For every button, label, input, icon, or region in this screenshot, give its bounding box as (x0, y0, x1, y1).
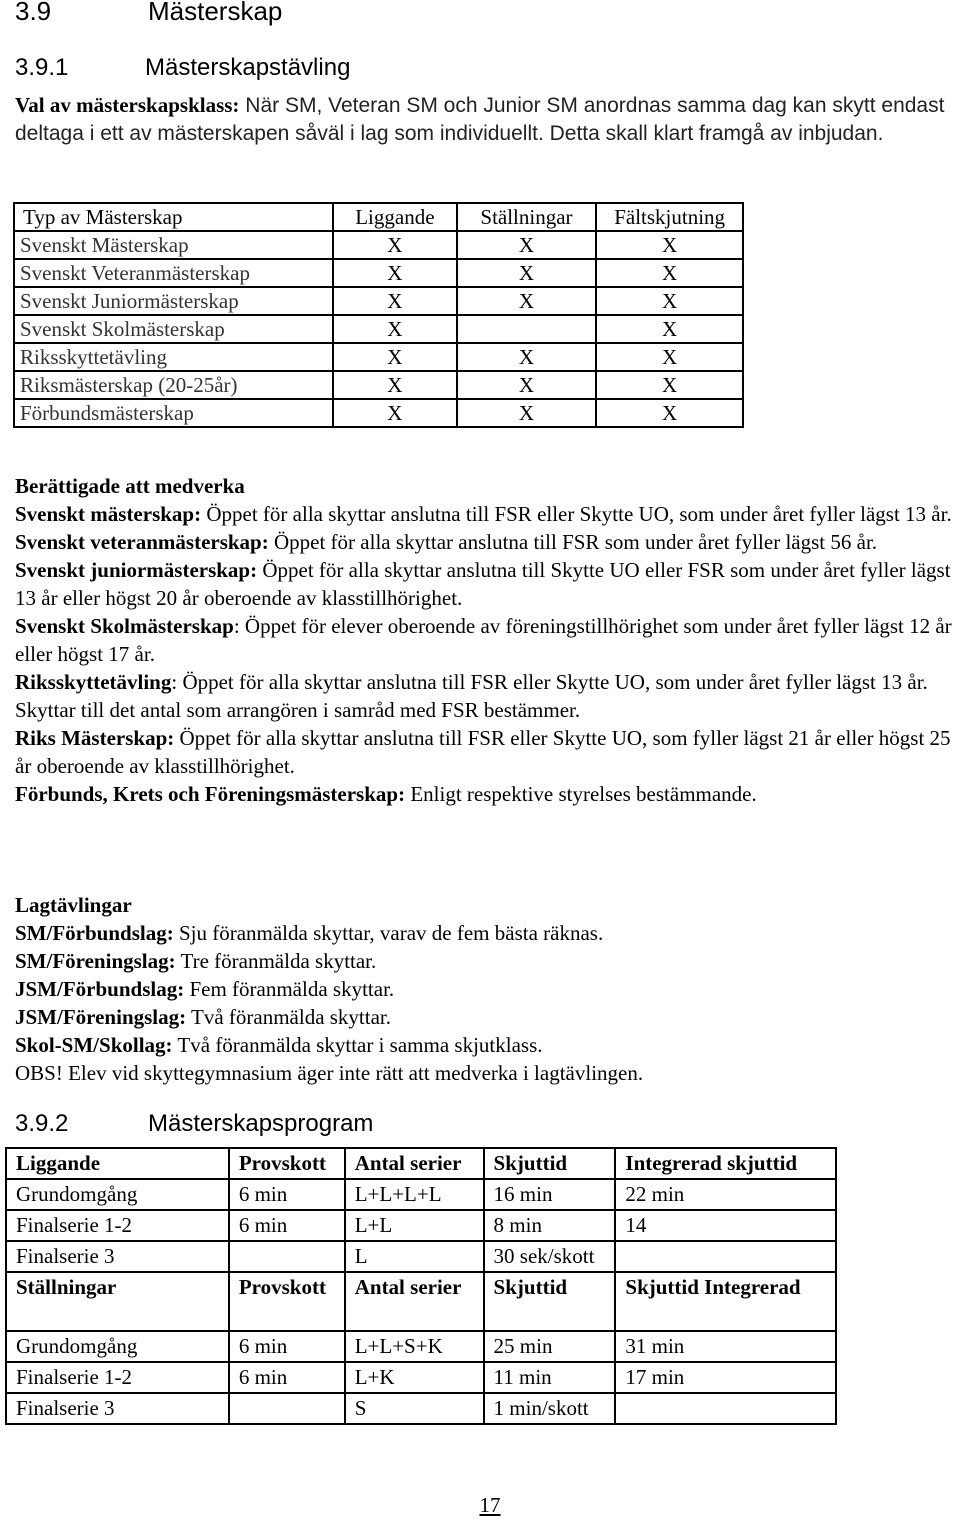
section-title: Mästerskapsprogram (148, 1110, 374, 1137)
team-text: Sju föranmälda skyttar, varav de fem bästa räknas. (173, 921, 604, 945)
eligibility-item (15, 528, 960, 556)
table-cell: 30 sek/skott (484, 1241, 616, 1272)
table-cell: 25 min (484, 1331, 616, 1362)
header-cell: Liggande (333, 203, 457, 231)
table-cell: 16 min (484, 1179, 616, 1210)
table-cell: X (596, 315, 743, 343)
table-cell: L+L+S+K (345, 1331, 484, 1362)
section-title: Mästerskapstävling (145, 54, 351, 81)
eligibility-item (15, 612, 960, 668)
table-cell: 6 min (229, 1362, 345, 1393)
team-label: SM/Förbundslag: (15, 921, 174, 945)
table-cell: L+L+L+L (345, 1179, 484, 1210)
table-row (14, 371, 743, 399)
table-cell (615, 1241, 836, 1272)
table-cell: 11 min (484, 1362, 616, 1393)
table-cell: X (457, 399, 597, 427)
table-cell: Riksmästerskap (20-25år) (14, 371, 333, 399)
header-cell: Ställningar (457, 203, 597, 231)
eligibility-label: Riksskyttetävling (15, 670, 172, 694)
table-cell: Svenskt Juniormästerskap (14, 287, 333, 315)
table-cell (229, 1393, 345, 1424)
table-cell: Grundomgång (6, 1331, 229, 1362)
table-cell: 22 min (615, 1179, 836, 1210)
table-cell: X (457, 287, 597, 315)
table-cell: 6 min (229, 1179, 345, 1210)
table-cell: X (596, 259, 743, 287)
table-cell: L+K (345, 1362, 484, 1393)
header-cell: Skjuttid Integrerad (615, 1272, 836, 1331)
section-number: 3.9.2 (15, 1110, 69, 1137)
table-cell: X (457, 259, 597, 287)
table-cell (615, 1393, 836, 1424)
eligibility-label: Svenskt Skolmästerskap (15, 614, 234, 638)
header-cell: Provskott (229, 1148, 345, 1179)
table-cell: 6 min (229, 1210, 345, 1241)
eligibility-heading: Berättigade att medverka (15, 474, 245, 498)
table-cell: X (457, 343, 597, 371)
table-cell: 31 min (615, 1331, 836, 1362)
table-cell: X (333, 231, 457, 259)
table-cell: X (333, 371, 457, 399)
section-heading-3-9-2 (15, 1110, 373, 1138)
table-cell: Svenskt Skolmästerskap (14, 315, 333, 343)
page-number: 17 (479, 1493, 501, 1517)
intro-label: Val av mästerskapsklass: (15, 93, 240, 117)
table-cell: X (596, 371, 743, 399)
team-item (15, 975, 960, 1003)
team-text: Fem föranmälda skyttar. (184, 977, 395, 1001)
team-item (15, 1003, 960, 1031)
table-cell: L+L (345, 1210, 484, 1241)
team-item (15, 1031, 960, 1059)
table-cell: 14 (615, 1210, 836, 1241)
eligibility-label: Riks Mästerskap: (15, 726, 175, 750)
section-number: 3.9.1 (15, 54, 69, 81)
table-row (6, 1179, 836, 1210)
team-label: JSM/Föreningslag: (15, 1005, 187, 1029)
table-cell: Finalserie 1-2 (6, 1210, 229, 1241)
table-cell: Finalserie 3 (6, 1241, 229, 1272)
team-item (15, 919, 960, 947)
eligibility-label: Svenskt mästerskap: (15, 502, 202, 526)
header-cell: Antal serier (345, 1148, 484, 1179)
header-cell: Liggande (6, 1148, 229, 1179)
table-cell: Förbundsmästerskap (14, 399, 333, 427)
team-heading: Lagtävlingar (15, 893, 132, 917)
table-cell: Riksskyttetävling (14, 343, 333, 371)
table-row (14, 287, 743, 315)
header-cell: Antal serier (345, 1272, 484, 1331)
eligibility-text: Öppet för alla skyttar anslutna till FSR som under året fyller lägst 56 år. (268, 530, 878, 554)
header-cell: Skjuttid (484, 1272, 616, 1331)
header-cell: Typ av Mästerskap (14, 203, 333, 231)
team-item (15, 947, 960, 975)
eligibility-section (15, 472, 960, 808)
table-cell: S (345, 1393, 484, 1424)
table-header-row (6, 1148, 836, 1179)
intro-text: När SM, Veteran SM och Junior SM anordnas samma dag kan skytt endast deltaga i ett av mästerskapen såväl i lag som individuellt. Detta skall klart framgå av inbjudan. (15, 94, 945, 145)
intro-paragraph (15, 91, 950, 148)
table-cell: Grundomgång (6, 1179, 229, 1210)
table-cell: X (596, 231, 743, 259)
eligibility-text: Öppet för alla skyttar anslutna till Skytte UO eller FSR som under året fyller lägst 13 år eller högst 20 år oberoende av klasstillhörighet. (15, 558, 951, 610)
table-row (14, 343, 743, 371)
team-note: OBS! Elev vid skyttegymnasium äger inte rätt att medverka i lagtävlingen. (15, 1061, 644, 1085)
eligibility-item (15, 780, 960, 808)
table-cell: X (596, 399, 743, 427)
table-header-row (14, 203, 743, 231)
table-cell: X (457, 231, 597, 259)
table-row (14, 399, 743, 427)
table-cell: X (333, 287, 457, 315)
table-row (6, 1241, 836, 1272)
table-cell: 17 min (615, 1362, 836, 1393)
table-cell: Finalserie 3 (6, 1393, 229, 1424)
table-cell: X (596, 287, 743, 315)
eligibility-item (15, 668, 960, 724)
table-cell: X (596, 343, 743, 371)
eligibility-item (15, 500, 960, 528)
table-cell (229, 1241, 345, 1272)
table-row (6, 1393, 836, 1424)
team-text: Två föranmälda skyttar. (186, 1005, 392, 1029)
eligibility-text: : Öppet för elever oberoende av föreningstillhörighet som under året fyller lägst 12 år eller högst 17 år. (15, 614, 952, 666)
header-cell: Ställningar (6, 1272, 229, 1331)
table-cell: 8 min (484, 1210, 616, 1241)
table-cell: Svenskt Veteranmästerskap (14, 259, 333, 287)
header-cell: Integrerad skjuttid (615, 1148, 836, 1179)
chapter-number: 3.9 (15, 0, 52, 26)
eligibility-label: Svenskt juniormästerskap: (15, 558, 258, 582)
table-cell (457, 315, 597, 343)
table-header-row (6, 1272, 836, 1331)
team-section (15, 891, 960, 1087)
championship-type-table (13, 202, 744, 428)
team-label: Skol-SM/Skollag: (15, 1033, 173, 1057)
eligibility-text: Enligt respektive styrelses bestämmande. (405, 782, 757, 806)
table-row (6, 1331, 836, 1362)
eligibility-text: : Öppet för alla skyttar anslutna till FSR eller Skytte UO, som under året fyller lägst 13 år. Skyttar till det antal som arrangören i samråd med FSR bestämmer. (15, 670, 928, 722)
eligibility-item (15, 556, 960, 612)
eligibility-label: Förbunds, Krets och Föreningsmästerskap: (15, 782, 406, 806)
team-text: Två föranmälda skyttar i samma skjutklass. (172, 1033, 543, 1057)
table-cell: X (333, 343, 457, 371)
header-cell: Fältskjutning (596, 203, 743, 231)
table-cell: X (457, 371, 597, 399)
table-row (6, 1210, 836, 1241)
eligibility-text: Öppet för alla skyttar anslutna till FSR eller Skytte UO, som fyller lägst 21 år eller högst 25 år oberoende av klasstillhörighet. (15, 726, 951, 778)
table-cell: X (333, 259, 457, 287)
table-cell: X (333, 315, 457, 343)
table-row (14, 259, 743, 287)
eligibility-text: Öppet för alla skyttar anslutna till FSR eller Skytte UO, som under året fyller lägst 13 år. (201, 502, 952, 526)
eligibility-label: Svenskt veteranmästerskap: (15, 530, 269, 554)
table-cell: 6 min (229, 1331, 345, 1362)
table-cell: X (333, 399, 457, 427)
table-cell: L (345, 1241, 484, 1272)
eligibility-item (15, 724, 960, 780)
table-row (6, 1362, 836, 1393)
chapter-title: Mästerskap (148, 0, 283, 26)
section-heading-3-9-1 (15, 54, 350, 82)
team-label: SM/Föreningslag: (15, 949, 176, 973)
championship-program-table (5, 1147, 837, 1425)
team-label: JSM/Förbundslag: (15, 977, 185, 1001)
header-cell: Provskott (229, 1272, 345, 1331)
header-cell: Skjuttid (484, 1148, 616, 1179)
table-cell: Svenskt Mästerskap (14, 231, 333, 259)
table-row (14, 231, 743, 259)
table-row (14, 315, 743, 343)
table-cell: Finalserie 1-2 (6, 1362, 229, 1393)
table-cell: 1 min/skott (484, 1393, 616, 1424)
chapter-heading (15, 0, 282, 27)
team-text: Tre föranmälda skyttar. (175, 949, 377, 973)
